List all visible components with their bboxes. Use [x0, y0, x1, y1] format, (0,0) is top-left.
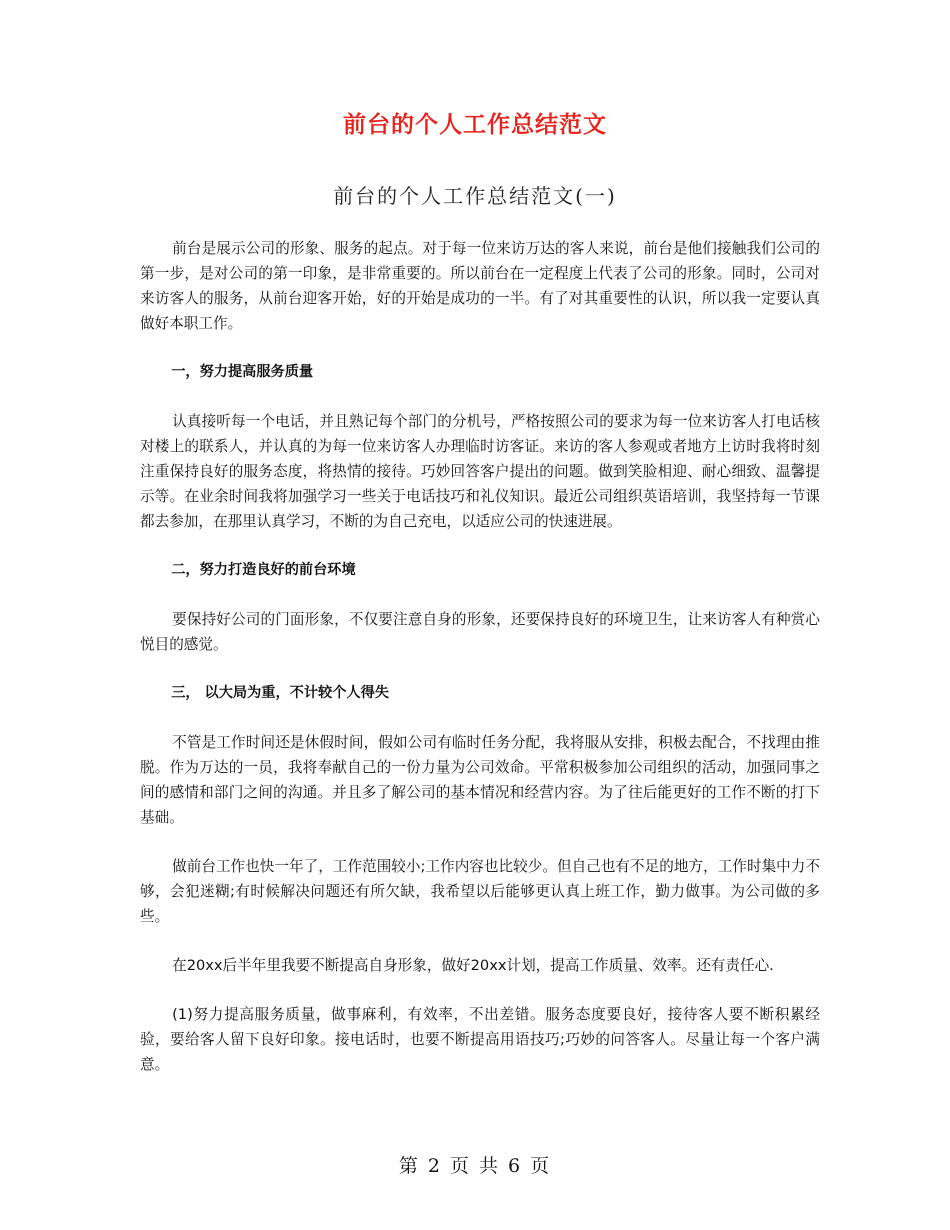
- intro-paragraph: 前台是展示公司的形象、服务的起点。对于每一位来访万达的客人来说，前台是他们接触我们公司的第一步，是对公司的第一印象，是非常重要的。所以前台在一定程度上代表了公司的形象。同时，公司对来访客人的服务，从前台迎客开始，好的开始是成功的一半。有了对其重要性的认识，所以我一定要认真做好本职工作。: [140, 240, 820, 332]
- document-title: 前台的个人工作总结范文: [343, 112, 607, 138]
- section-heading-1: 一，努力提高服务质量: [171, 364, 314, 380]
- paragraph-1: 认真接听每一个电话，并且熟记每个部门的分机号，严格按照公司的要求为每一位来访客人打电话核对楼上的联系人，并认真的为每一位来访客人办理临时访客证。来访的客人参观或者地方上访时我将时刻注重保持良好的服务态度，将热情的接待。巧妙回答客户提出的问题。做到笑脸相迎、耐心细致、温馨提示等。在业余时间我将加强学习一些关于电话技巧和礼仪知识。最近公司组织英语培训，我坚持每一节课都去参加，在那里认真学习，不断的为自己充电，以适应公司的快速进展。: [140, 413, 820, 530]
- paragraph-6: (1)努力提高服务质量，做事麻利，有效率，不出差错。服务态度要良好，接待客人要不断积累经验，要给客人留下良好印象。接电话时，也要不断提高用语技巧;巧妙的问答客人。尽量让每一个客户满意。: [140, 1006, 820, 1073]
- paragraph-3: 不管是工作时间还是休假时间，假如公司有临时任务分配，我将服从安排，积极去配合，不找理由推脱。作为万达的一员，我将奉献自己的一份力量为公司效命。平常积极参加公司组织的活动，加强同事之间的感情和部门之间的沟通。并且多了解公司的基本情况和经营内容。为了往后能更好的工作不断的打下基础。: [140, 734, 820, 826]
- page-number-footer: 第 2 页 共 6 页: [398, 1155, 552, 1177]
- document-body: [140, 236, 820, 1101]
- section-heading-3: 三， 以大局为重，不计较个人得失: [171, 685, 389, 701]
- paragraph-4: 做前台工作也快一年了，工作范围较小;工作内容也比较少。但自己也有不足的地方，工作时集中力不够，会犯迷糊;有时候解决问题还有所欠缺，我希望以后能够更认真上班工作，勤力做事。为公司做的多些。: [140, 858, 820, 925]
- document-subtitle: 前台的个人工作总结范文(一): [333, 184, 617, 208]
- paragraph-5: 在20xx后半年里我要不断提高自身形象，做好20xx计划，提高工作质量、效率。还有责任心.: [172, 957, 774, 974]
- paragraph-2: 要保持好公司的门面形象，不仅要注意自身的形象，还要保持良好的环境卫生，让来访客人有种赏心悦目的感觉。: [140, 611, 820, 653]
- section-heading-2: 二，努力打造良好的前台环境: [171, 562, 356, 578]
